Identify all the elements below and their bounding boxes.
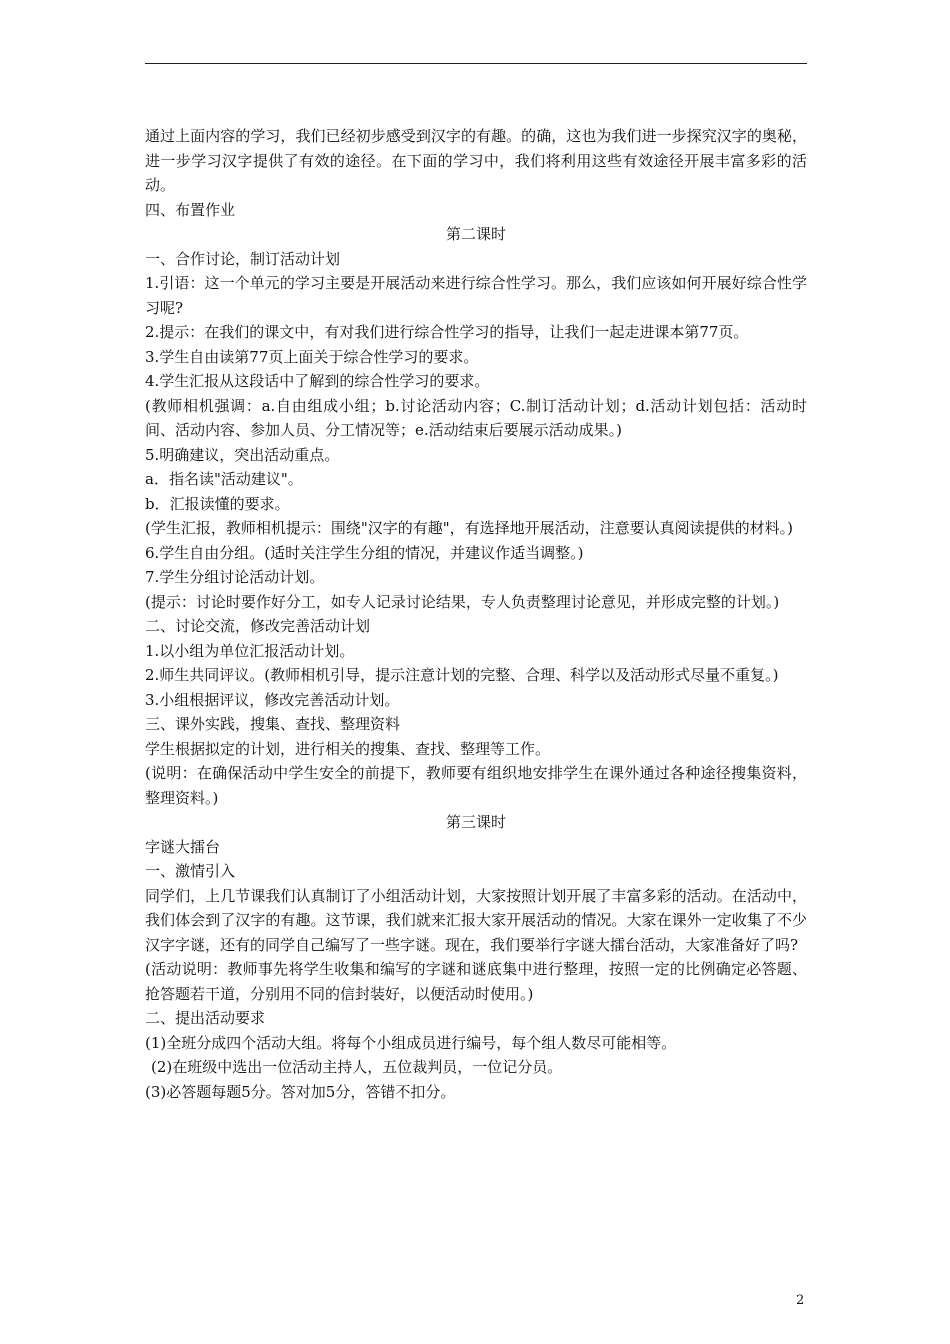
paragraph: a．指名读"活动建议"。 (145, 470, 303, 488)
paragraph: (2)在班级中选出一位活动主持人，五位裁判员，一位记分员。 (151, 1058, 563, 1076)
document-body (145, 124, 807, 1104)
paragraph: (说明：在确保活动中学生安全的前提下，教师要有组织地安排学生在课外通过各种途径搜集资料，整理资料。) (145, 764, 807, 807)
paragraph: 5.明确建议，突出活动重点。 (145, 445, 340, 464)
section-heading: 第二课时 (445, 225, 506, 243)
header-rule (145, 63, 807, 64)
paragraph: 6.学生自由分组。(适时关注学生分组的情况，并建议作适当调整。) (145, 543, 584, 562)
paragraph: (学生汇报，教师相机提示：围绕"汉字的有趣"，有选择地开展活动，注意要认真阅读提供的材料。) (145, 519, 794, 537)
paragraph: 二、提出活动要求 (145, 1009, 266, 1027)
page-number: 2 (796, 1293, 805, 1308)
paragraph: 一、激情引入 (145, 862, 236, 880)
paragraph: b．汇报读懂的要求。 (145, 494, 290, 513)
paragraph: 同学们，上几节课我们认真制订了小组活动计划，大家按照计划开展了丰富多彩的活动。在活动中，我们体会到了汉字的有趣。这节课，我们就来汇报大家开展活动的情况。大家在课外一定收集了不少汉字字谜，还有的同学自己编写了一些字谜。现在，我们要举行字谜大擂台活动，大家准备好了吗? (145, 886, 807, 954)
paragraph: 四、布置作业 (145, 200, 236, 219)
paragraph: 2.提示：在我们的课文中，有对我们进行综合性学习的指导，让我们一起走进课本第77页。 (145, 323, 749, 341)
paragraph: 1.引语：这一个单元的学习主要是开展活动来进行综合性学习。那么，我们应该如何开展好综合性学习呢? (145, 274, 807, 317)
paragraph: (教师相机强调：a.自由组成小组；b.讨论活动内容；C.制订活动计划；d.活动计划包括：活动时间、活动内容、参加人员、分工情况等；e.活动结束后要展示活动成果。) (145, 396, 807, 439)
paragraph: 学生根据拟定的计划，进行相关的搜集、查找、整理等工作。 (145, 739, 551, 758)
paragraph: 2.师生共同评议。(教师相机引导，提示注意计划的完整、合理、科学以及活动形式尽量不重复。) (145, 666, 779, 684)
paragraph: 1.以小组为单位汇报活动计划。 (145, 641, 355, 660)
paragraph: (1)全班分成四个活动大组。将每个小组成员进行编号，每个组人数尽可能相等。 (145, 1033, 677, 1052)
paragraph: 4.学生汇报从这段话中了解到的综合性学习的要求。 (145, 372, 490, 390)
paragraph: (3)必答题每题5分。答对加5分，答错不扣分。 (145, 1082, 456, 1101)
paragraph: 3.小组根据评议，修改完善活动计划。 (145, 690, 400, 709)
paragraph: 7.学生分组讨论活动计划。 (145, 568, 325, 586)
paragraph: 一、合作讨论，制订活动计划 (145, 249, 341, 268)
paragraph: 通过上面内容的学习，我们已经初步感受到汉字的有趣。的确，这也为我们进一步探究汉字的奥秘，进一步学习汉字提供了有效的途径。在下面的学习中，我们将利用这些有效途径开展丰富多彩的活动。 (145, 127, 807, 194)
paragraph: 3.学生自由读第77页上面关于综合性学习的要求。 (145, 347, 479, 366)
paragraph: (活动说明：教师事先将学生收集和编写的字谜和谜底集中进行整理，按照一定的比例确定必答题、抢答题若干道，分别用不同的信封装好，以便活动时使用。) (145, 960, 807, 1003)
paragraph: (提示：讨论时要作好分工，如专人记录讨论结果，专人负责整理讨论意见，并形成完整的计划。) (145, 592, 780, 611)
paragraph: 三、课外实践，搜集、查找、整理资料 (145, 715, 401, 733)
section-heading: 第三课时 (445, 813, 506, 831)
paragraph: 二、讨论交流，修改完善活动计划 (145, 617, 371, 635)
paragraph: 字谜大擂台 (145, 837, 221, 856)
